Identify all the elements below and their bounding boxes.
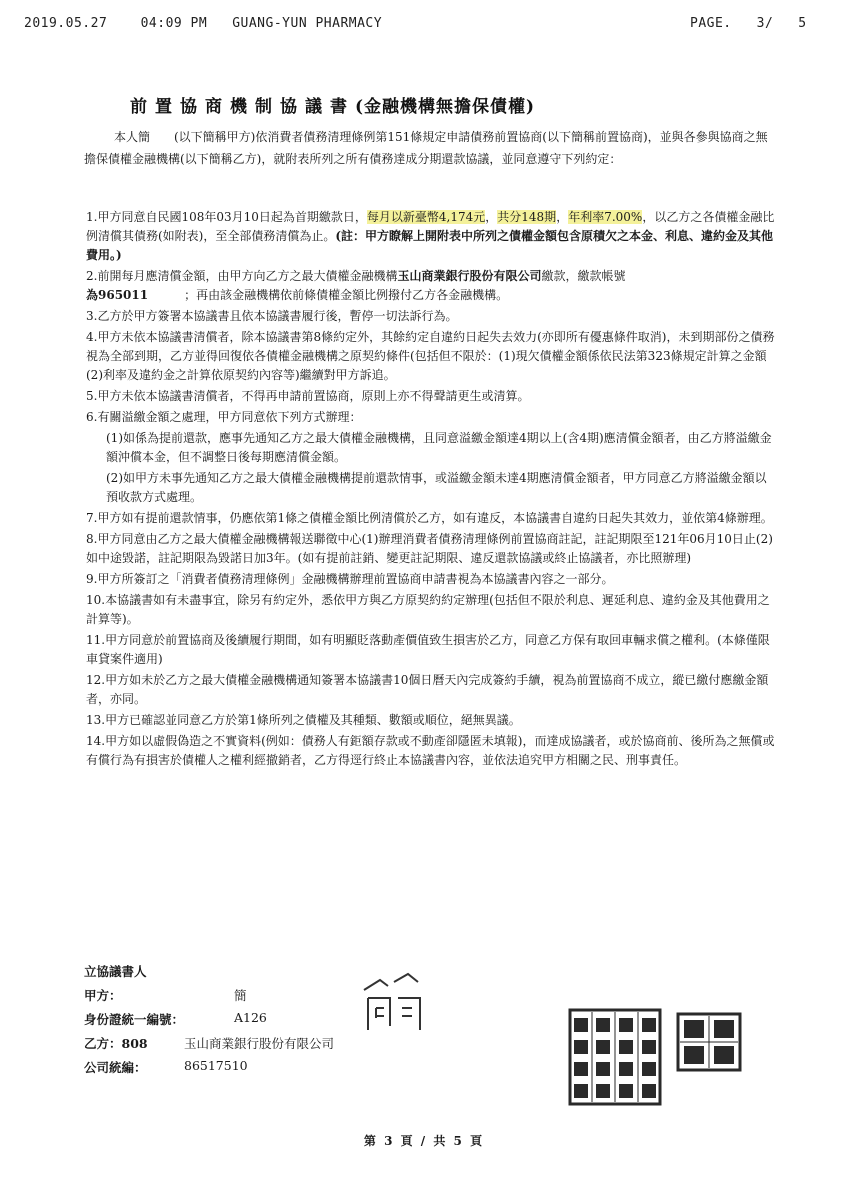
party-a-label: 甲方： bbox=[84, 988, 122, 1003]
bank-stamp-icon bbox=[568, 1008, 662, 1106]
fax-date: 2019.05.27 bbox=[24, 16, 108, 31]
fax-page-label: PAGE. bbox=[690, 16, 732, 31]
clause-7: 7.甲方如有提前還款情事，仍應依第1條之債權金額比例清償於乙方，如有違反，本協議書自違約日起失其效力，並依第4條辦理。 bbox=[86, 511, 773, 525]
fax-page bbox=[690, 16, 807, 31]
title-sub: (金融機構無擔保債權) bbox=[355, 97, 536, 117]
company-no-value: 86517510 bbox=[184, 1058, 248, 1073]
clause-2-text-a: 2.前開每月應清償金額，由甲方向乙方之最大債權金融機構 bbox=[86, 269, 398, 283]
title-main: 前置協商機制協議書 bbox=[130, 97, 355, 117]
clause-12: 12.甲方如未於乙方之最大債權金融機構通知簽署本協議書10個日曆天內完成簽約手續，視為前置協商不成立，縱已繳付應繳金額者，亦同。 bbox=[86, 673, 769, 706]
clause-14: 14.甲方如以虛假偽造之不實資料(例如：債務人有鉅額存款或不動產卻隱匿未填報)，而達成協議者，或於協商前、後所為之無償或有償行為有損害於債權人之權利經撤銷者，乙方得逕行終止本協議書內容，並依法追究甲方相關之民、刑事責任。 bbox=[86, 734, 775, 767]
clause-list bbox=[86, 208, 776, 772]
clause-6-item-2: (2)如甲方未事先通知乙方之最大債權金融機構提前還款情事，或溢繳金額未達4期應清償金額者，甲方同意乙方將溢繳金額以預收款方式處理。 bbox=[106, 471, 767, 504]
clause-2-text-e: ；再由該金融機構依前條債權金額比例撥付乙方各金融機構。 bbox=[148, 288, 509, 302]
signatory-heading: 立協議書人 bbox=[84, 964, 147, 979]
clause-2-account: 為965011 bbox=[86, 288, 149, 302]
clause-5: 5.甲方未依本協議書清償者，不得再申請前置協商，原則上亦不得聲請更生或清算。 bbox=[86, 389, 530, 403]
id-label: 身份證統一編號： bbox=[84, 1012, 185, 1027]
id-value: A126 bbox=[234, 1010, 267, 1025]
fax-header bbox=[0, 16, 848, 38]
clause-4: 4.甲方未依本協議書清償者，除本協議書第8條約定外，其餘約定自違約日起失去效力(亦即所有優惠條件取消)，未到期部份之債務視為全部到期，乙方並得回復依各債權金融機構之原契約條件(包括但不限於：(1)現欠債權金額係依民法第323條規定計算之金額(2)利率及違約金之計算依原契約內容等)繼續對甲方訴追。 bbox=[86, 330, 775, 382]
company-no-label: 公司統編： bbox=[84, 1060, 147, 1075]
clause-13: 13.甲方已確認並同意乙方於第1條所列之債權及其種類、數額或順位，絕無異議。 bbox=[86, 713, 521, 727]
fax-time: 04:09 PM bbox=[140, 16, 208, 31]
clause-8: 8.甲方同意由乙方之最大債權金融機構報送聯徵中心(1)辦理消費者債務清理條例前置協商註記，註記期限至121年06月10日止(2)如中途毀諾，註記期限為毀諾日加3年。(如有提前註銷、變更註記期限、違反還款協議或終止協議者，亦比照辦理) bbox=[86, 532, 773, 565]
clause-1-sep1: ， bbox=[485, 210, 498, 224]
clause-1-interest-rate: 年利率7.00% bbox=[568, 210, 643, 224]
clause-1-installments: 共分148期 bbox=[497, 210, 557, 224]
clause-9: 9.甲方所簽訂之「消費者債務清理條例」金融機構辦理前置協商申請書視為本協議書內容之一部分。 bbox=[86, 572, 614, 586]
party-b-value: 玉山商業銀行股份有限公司 bbox=[184, 1036, 335, 1051]
clause-1 bbox=[86, 208, 776, 265]
party-a-value: 簡 bbox=[234, 988, 247, 1003]
party-b-label: 乙方：808 bbox=[84, 1036, 148, 1051]
company-no-row bbox=[84, 1058, 504, 1082]
fax-page-num: 3/ bbox=[756, 16, 774, 31]
clause-1-text-a: 1.甲方同意自民國108年03月10日起為首期繳款日， bbox=[86, 210, 367, 224]
party-b-row bbox=[84, 1034, 504, 1058]
clause-10: 10.本協議書如有未盡事宜，除另有約定外，悉依甲方與乙方原契約約定辦理(包括但不限於利息、遲延利息、違約金及其他費用之計算等)。 bbox=[86, 593, 770, 626]
clause-2-bank: 玉山商業銀行股份有限公司 bbox=[397, 269, 542, 283]
clause-1-text-b: ，以乙方之各債權金融比例清償其債務(如附表)，至全部債務清償為止。 bbox=[86, 210, 775, 243]
clause-6-item-1: (1)如係為提前還款，應事先通知乙方之最大債權金融機構，且同意溢繳金額達4期以上(含4期)應清償金額者，由乙方將溢繳金額沖償本金，但不調整日後每期應清償金額。 bbox=[106, 431, 772, 464]
clause-1-monthly-amount: 每月以新臺幣4,174元 bbox=[366, 210, 486, 224]
party-a-row bbox=[84, 986, 504, 1010]
clause-1-sep2: ， bbox=[556, 210, 569, 224]
signatory-block bbox=[84, 962, 504, 1082]
clause-11: 11.甲方同意於前置協商及後續履行期間，如有明顯貶落動產價值致生損害於乙方，同意乙方保有取回車輛求償之權利。(本條僅限車貸案件適用) bbox=[86, 633, 770, 666]
personal-seal-icon bbox=[676, 1012, 742, 1072]
clause-1-note: (註：甲方瞭解上開附表中所列之債權金額包含原積欠之本金、利息、違約金及其他費用。) bbox=[86, 229, 774, 262]
clause-2-text-c: 繳款，繳款帳號 bbox=[541, 269, 626, 283]
document-title bbox=[130, 92, 750, 117]
page-footer: 第 3 頁 / 共 5 頁 bbox=[363, 1134, 485, 1148]
preamble: 本人簡 (以下簡稱甲方)依消費者債務清理條例第151條規定申請債務前置協商(以下簡稱前置協商)，並與各參與協商之無擔保債權金融機構(以下簡稱乙方)，就附表所列之所有債務達成分期還款協議，並同意遵守下列約定： bbox=[84, 130, 768, 166]
clause-3: 3.乙方於甲方簽署本協議書且依本協議書履行後，暫停一切法訴行為。 bbox=[86, 309, 458, 323]
handwritten-signature-icon bbox=[350, 968, 440, 1038]
id-row bbox=[84, 1010, 504, 1034]
fax-sender: GUANG-YUN PHARMACY bbox=[232, 16, 383, 31]
fax-page-total: 5 bbox=[798, 16, 807, 31]
fax-header-left bbox=[24, 16, 382, 31]
clause-2 bbox=[86, 267, 776, 305]
clause-6: 6.有關溢繳金額之處理，甲方同意依下列方式辦理： bbox=[86, 410, 362, 424]
